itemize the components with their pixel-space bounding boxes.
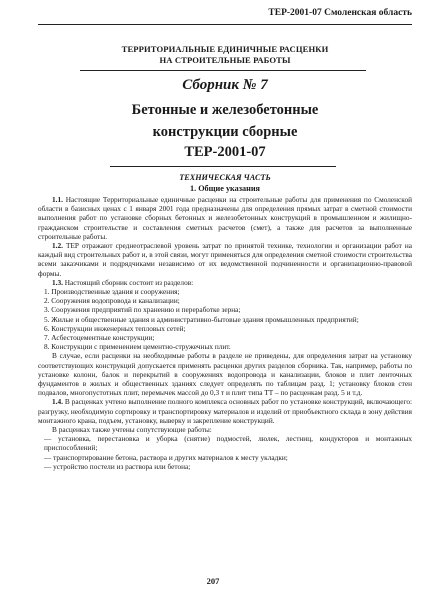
code-rule xyxy=(110,166,336,167)
technical-part-heading: ТЕХНИЧЕСКАЯ ЧАСТЬ xyxy=(179,173,271,182)
section-list-item: 2. Сооружения водопровода и канализации; xyxy=(44,296,180,306)
paragraph-number: 1.2. xyxy=(52,241,63,251)
paragraph-text: Настоящий сборник состоит из разделов: xyxy=(64,277,194,287)
org-title-line1: ТЕРРИТОРИАЛЬНЫЕ ЕДИНИЧНЫЕ РАСЦЕНКИ xyxy=(121,44,329,54)
paragraph-1-4 xyxy=(38,397,412,425)
collection-title-line2: конструкции сборные xyxy=(152,124,298,140)
running-header: ТЕР-2001-07 Смоленская область xyxy=(268,8,412,18)
section-list-item: 1. Производственные здания и сооружения; xyxy=(44,287,180,297)
section-list-item: 6. Конструкции инженерных тепловых сетей; xyxy=(44,323,186,333)
paragraph-1-2 xyxy=(38,241,412,278)
paragraph-accompanying-works: В расценках также учтены сопутствующие работы: xyxy=(52,425,212,435)
header-rule xyxy=(38,24,412,25)
body-text xyxy=(38,195,412,471)
paragraph-1-1 xyxy=(38,195,412,241)
dash-list-item: — установка, перестановка и уборка (снятие) подмостей, люлек, лестниц, кондукторов и монтажных приспособлений; xyxy=(44,434,412,453)
section-list-item: 5. Жилые и общественные здания и административно-бытовые здания промышленных предприятий; xyxy=(44,314,359,324)
paragraph-text: Настоящие Территориальные единичные расценки на строительные работы для применения по Смоленской области в базисных ценах с 1 января 2001 года предназначены для определения прямых затрат в сметной стоимости выполнения работ по установке сборных бетонных и железобетонных конструкций в промышленном и жилищно-гражданском строительстве и составления сметных расчетов (смет), а также для расчетов за выполненные строительные работы. xyxy=(38,195,412,241)
collection-code: ТЕР-2001-07 xyxy=(184,144,266,160)
title-rule xyxy=(80,70,366,71)
section-list-item: 8. Конструкции с применением цементно-стружечных плит. xyxy=(44,342,231,352)
collection-title xyxy=(38,99,412,143)
paragraph-number: 1.1. xyxy=(52,195,63,204)
section-heading: 1. Общие указания xyxy=(190,184,260,193)
paragraph-other-sections: В случае, если расценки на необходимые работы в разделе не приведены, для определения затрат на установку соответствующих конструкций допускается применять расценки других разделов сборника. Так, например, работы по установке колонн, балок и перекрытий в сооружениях водопровода и канализации, блоков и плит ленточных фундаментов в жилых и общественных зданиях следует определять по таблицам разд. 1; установку блоков стен подвалов, многопустотных плит, перемычек массой до 0,3 т и плит типа ТТ – по расценкам разд. 5 и т.д. xyxy=(38,351,412,398)
section-list-item: 7. Асбестоцементные конструкции; xyxy=(44,333,155,343)
paragraph-number: 1.4. xyxy=(52,397,63,407)
paragraph-text: ТЕР отражают среднеотраслевой уровень затрат по принятой технике, технологии и организации работ на каждый вид строительных работ и, в этой связи, могут применяться для определения сметной стоимости строительства всеми заказчиками и подрядчиками независимо от их ведомственной подчиненности и организационно-правовой формы. xyxy=(38,241,412,278)
paragraph-1-3 xyxy=(38,278,412,287)
section-list-item: 3. Сооружения предприятий по хранению и переработке зерна; xyxy=(44,305,241,315)
org-title-line2: НА СТРОИТЕЛЬНЫЕ РАБОТЫ xyxy=(159,55,291,65)
collection-title-line1: Бетонные и железобетонные xyxy=(131,102,319,118)
collection-number: Сборник № 7 xyxy=(182,77,268,93)
paragraph-text: В расценках учтено выполнение полного комплекса основных работ по установке конструкций, включающего: разгрузку, необходимую сортировку и транспортировку материалов и изделий от приобъектного склада в зону действия монтажного крана, подъем, установку, выверку и закрепление конструкций. xyxy=(38,397,412,425)
org-title xyxy=(38,44,412,66)
dash-list-item: — транспортирование бетона, раствора и других материалов к месту укладки; xyxy=(44,452,288,462)
page-number: 207 xyxy=(206,576,220,586)
paragraph-number: 1.3. xyxy=(52,277,63,287)
dash-list-item: — устройство постели из раствора или бетона; xyxy=(44,461,191,471)
